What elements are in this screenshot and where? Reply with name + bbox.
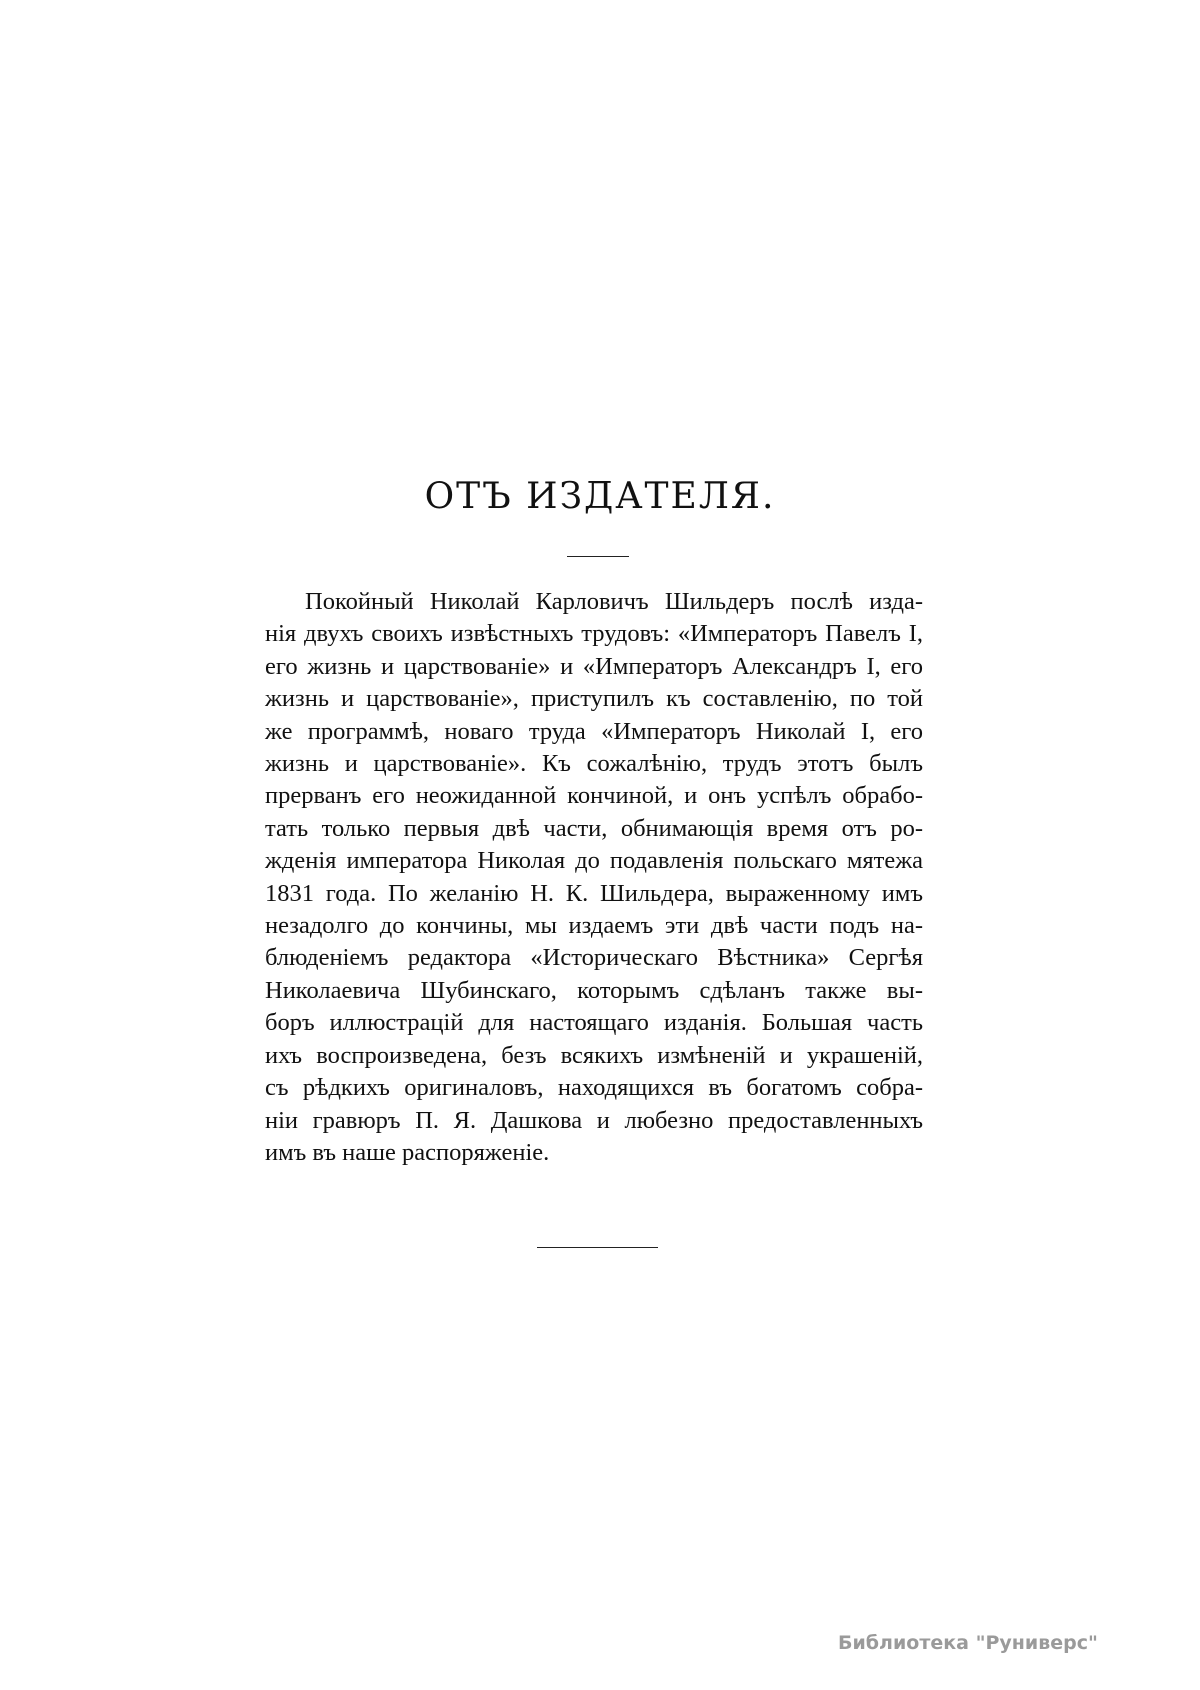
body-paragraph [265, 586, 923, 1169]
library-watermark: Библиотека "Руниверс" [838, 1632, 1098, 1654]
text-line: ихъ воспроизведена, безъ всякихъ измѣненій и украшеній, [265, 1041, 923, 1069]
text-line: 1831 года. По желанію Н. К. Шильдера, выраженному имъ [265, 879, 923, 907]
text-line: съ рѣдкихъ оригиналовъ, находящихся въ богатомъ собра- [265, 1074, 923, 1102]
page-title: ОТЪ ИЗДАТЕЛЯ. [424, 476, 776, 517]
text-line: же программѣ, новаго труда «Императоръ Николай I, его [265, 717, 923, 745]
text-line: прерванъ его неожиданной кончиной, и онъ успѣлъ обрабо- [265, 782, 923, 810]
text-line: тать только первыя двѣ части, обнимающія время отъ ро- [265, 814, 923, 842]
text-line: Николаевича Шубинскаго, которымъ сдѣланъ также вы- [265, 976, 923, 1004]
text-line: блюденіемъ редактора «Историческаго Вѣстника» Сергѣя [265, 944, 923, 972]
text-line: боръ иллюстрацій для настоящаго изданія. Большая часть [265, 1009, 923, 1037]
text-line: жденія императора Николая до подавленія польскаго мятежа [265, 847, 923, 875]
text-line: Покойный Николай Карловичъ Шильдеръ послѣ изда- [305, 588, 923, 615]
text-line: имъ въ наше распоряженіе. [265, 1138, 550, 1166]
text-line: его жизнь и царствованіе» и «Императоръ Александръ I, его [265, 652, 923, 680]
text-line: жизнь и царствованіе», приступилъ къ составленію, по той [265, 685, 923, 713]
title-divider [567, 556, 629, 557]
text-line: нія двухъ своихъ извѣстныхъ трудовъ: «Императоръ Павелъ I, [265, 620, 923, 648]
end-divider [537, 1247, 658, 1248]
text-line: жизнь и царствованіе». Къ сожалѣнію, трудъ этотъ былъ [265, 750, 923, 778]
text-line: ніи гравюръ П. Я. Дашкова и любезно предоставленныхъ [265, 1106, 923, 1134]
text-line: незадолго до кончины, мы издаемъ эти двѣ части подъ на- [265, 912, 923, 940]
